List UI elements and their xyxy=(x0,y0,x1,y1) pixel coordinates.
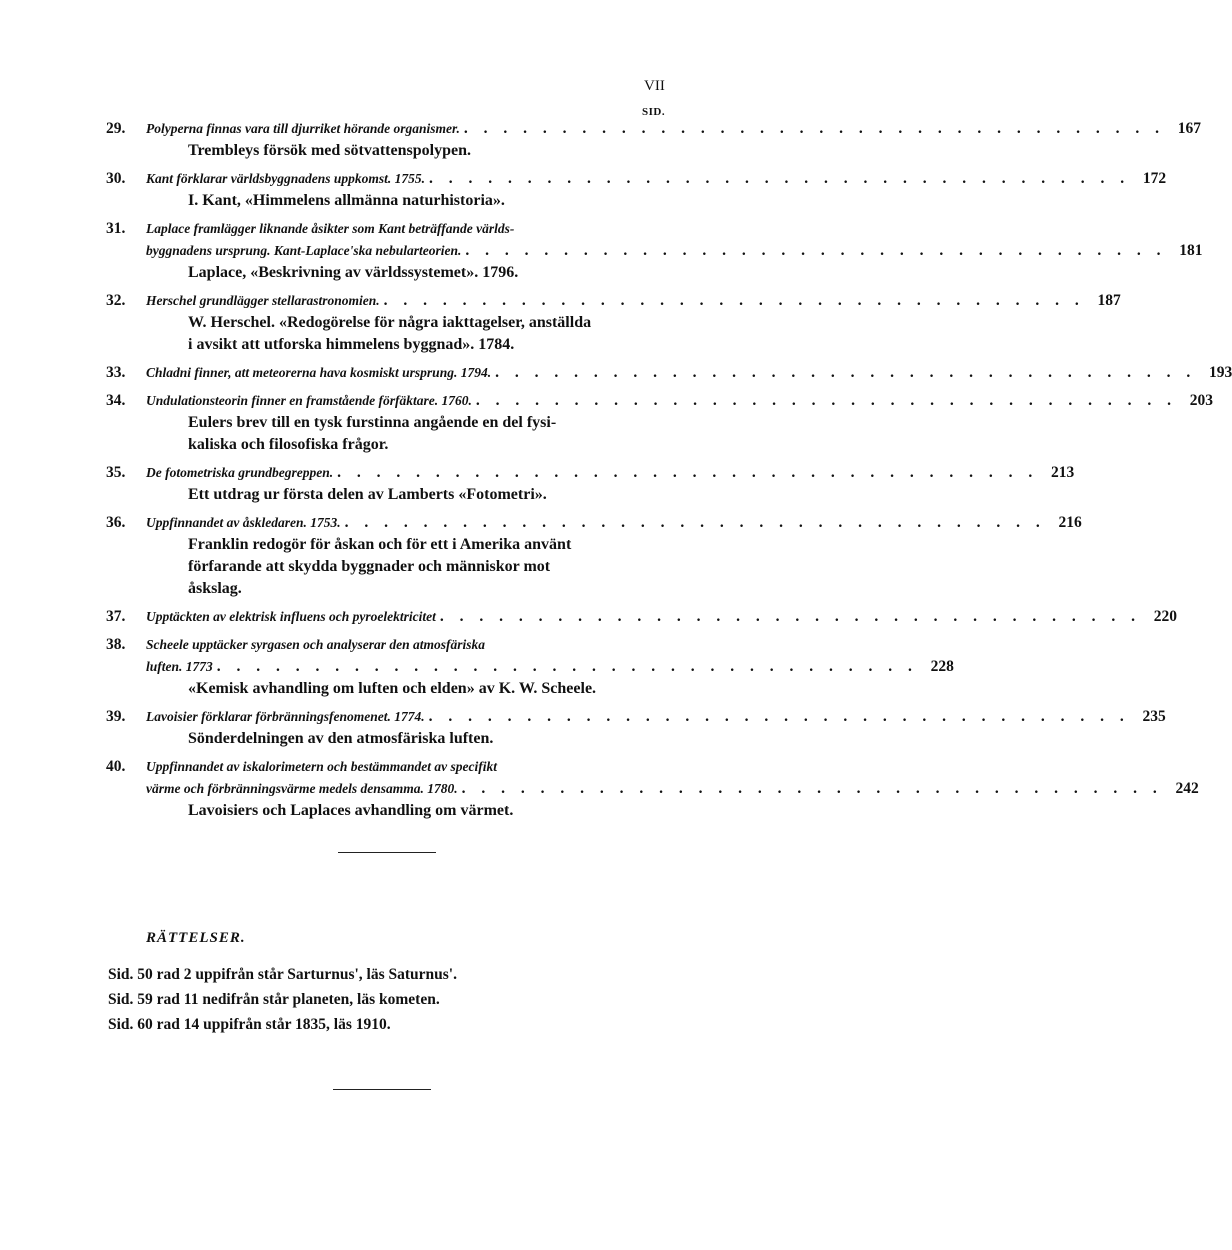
dot-leader: . . . . . . . . . . . . . . . . . . . . . . . . . . . . . . . . . . . . xyxy=(216,658,918,675)
toc-entry-number: 33. xyxy=(106,364,126,381)
dot-leader: . . . . . . . . . . . . . . . . . . . . . . . . . . . . . . . . . . . . xyxy=(429,170,1131,187)
dot-leader: . . . . . . . . . . . . . . . . . . . . . . . . . . . . . . . . . . . . xyxy=(461,780,1163,797)
toc-entry-description xyxy=(188,312,618,356)
toc-page-number: 203 xyxy=(1189,392,1214,409)
toc-page-number: 242 xyxy=(1175,780,1199,797)
table-of-contents xyxy=(106,118,1232,828)
toc-entry-description xyxy=(188,262,668,284)
toc-entry-number: 29. xyxy=(106,120,126,137)
toc-entry-number: 36. xyxy=(106,514,126,531)
toc-entry-number: 32. xyxy=(106,292,126,309)
toc-page-number: 228 xyxy=(930,658,954,675)
toc-title-line xyxy=(106,390,1214,412)
description-line: Trembleys försök med sötvattenspolypen. xyxy=(188,142,471,159)
toc-entry-title: Herschel grundlägger stellarastronomien. xyxy=(146,293,380,308)
toc-entry-title: Polyperna finnas vara till djurriket hörande organismer. xyxy=(146,121,460,136)
dot-leader: . . . . . . . . . . . . . . . . . . . . . . . . . . . . . . . . . . . . xyxy=(428,708,1130,725)
dot-leader: . . . . . . . . . . . . . . . . . . . . . . . . . . . . . . . . . . . . xyxy=(344,514,1046,531)
toc-entry-number: 40. xyxy=(106,758,126,775)
toc-entry xyxy=(106,706,1166,750)
dot-leader: . . . . . . . . . . . . . . . . . . . . . . . . . . . . . . . . . . . . xyxy=(463,120,1166,137)
toc-entry-title: Laplace framlägger liknande åsikter som Kant beträffande världs- xyxy=(146,221,515,236)
toc-entry-number: 31. xyxy=(106,220,126,237)
toc-entry xyxy=(106,606,1177,628)
toc-title-line xyxy=(106,362,1232,384)
toc-page-number: 172 xyxy=(1142,170,1167,187)
toc-page-number: 220 xyxy=(1153,608,1177,625)
toc-entry xyxy=(106,512,1082,600)
toc-title-line-wrapped xyxy=(106,756,668,778)
toc-page-number: 167 xyxy=(1177,120,1202,137)
toc-entry xyxy=(106,390,1214,456)
dot-leader: . . . . . . . . . . . . . . . . . . . . . . . . . . . . . . . . . . . . xyxy=(495,364,1197,381)
toc-entry-title: luften. 1773 xyxy=(146,659,213,674)
description-line: Laplace, «Beskrivning av världssystemet». 1796. xyxy=(188,264,519,281)
toc-entry xyxy=(106,362,1232,384)
toc-entry-title: Uppfinnandet av åskledaren. 1753. xyxy=(146,515,341,530)
toc-entry-title: Uppfinnandet av iskalorimetern och bestämmandet av specifikt xyxy=(146,759,497,774)
toc-entry xyxy=(106,462,1075,506)
toc-page-number: 216 xyxy=(1058,514,1082,531)
toc-entry-number: 37. xyxy=(106,608,126,625)
dot-leader: . . . . . . . . . . . . . . . . . . . . . . . . . . . . . . . . . . . . xyxy=(475,392,1178,409)
toc-entry-title: Chladni finner, att meteorerna hava kosmiskt ursprung. 1794. xyxy=(146,365,492,380)
toc-entry xyxy=(106,634,954,700)
toc-page-number: 235 xyxy=(1142,708,1166,725)
description-line: Franklin redogör för åskan och för ett i Amerika använt xyxy=(188,536,572,553)
toc-title-line xyxy=(106,706,1166,728)
end-divider xyxy=(333,1089,431,1090)
toc-title-line xyxy=(106,462,1075,484)
errata-line: Sid. 59 rad 11 nedifrån står planeten, läs kometen. xyxy=(108,991,440,1008)
toc-entry-description xyxy=(188,728,668,750)
description-line: «Kemisk avhandling om luften och elden» av K. W. Scheele. xyxy=(188,680,597,697)
toc-entry-number: 34. xyxy=(106,392,126,409)
description-line: Sönderdelningen av den atmosfäriska luften. xyxy=(188,730,494,747)
toc-entry-title: Kant förklarar världsbyggnadens uppkomst. 1755. xyxy=(146,171,426,186)
toc-title-line xyxy=(106,240,1203,262)
toc-entry-title: Lavoisier förklarar förbränningsfenomenet. 1774. xyxy=(146,709,425,724)
toc-title-line xyxy=(106,512,1082,534)
description-line: åskslag. xyxy=(188,580,242,597)
toc-entry xyxy=(106,290,1121,356)
toc-entry-description xyxy=(188,484,668,506)
toc-entry-number: 30. xyxy=(106,170,126,187)
toc-title-line xyxy=(106,168,1167,190)
description-line: i avsikt att utforska himmelens byggnad». 1784. xyxy=(188,336,515,353)
errata-line: Sid. 50 rad 2 uppifrån står Sarturnus', läs Saturnus'. xyxy=(108,966,457,983)
description-line: förfarande att skydda byggnader och människor mot xyxy=(188,558,551,575)
toc-title-line xyxy=(106,290,1121,312)
description-line: kaliska och filosofiska frågor. xyxy=(188,436,389,453)
toc-entry-title: De fotometriska grundbegreppen. xyxy=(146,465,334,480)
description-line: W. Herschel. «Redogörelse för några iakttagelser, anställda xyxy=(188,314,592,331)
toc-entry-title: Undulationsteorin finner en framstående förfäktare. 1760. xyxy=(146,393,472,408)
toc-entry-title: Upptäckten av elektrisk influens och pyroelektricitet xyxy=(146,609,436,624)
dot-leader: . . . . . . . . . . . . . . . . . . . . . . . . . . . . . . . . . . . . xyxy=(439,608,1141,625)
section-divider xyxy=(338,852,436,853)
toc-entry xyxy=(106,756,1199,822)
page-number-roman: VII xyxy=(644,78,665,94)
toc-entry-title: Scheele upptäcker syrgasen och analyserar den atmosfäriska xyxy=(146,637,485,652)
toc-entry xyxy=(106,218,1203,284)
dot-leader: . . . . . . . . . . . . . . . . . . . . . . . . . . . . . . . . . . . . xyxy=(465,242,1167,259)
toc-entry-title: byggnadens ursprung. Kant-Laplace'ska nebularteorien. xyxy=(146,243,462,258)
toc-page-number: 193 xyxy=(1208,364,1232,381)
toc-title-line-wrapped xyxy=(106,634,668,656)
toc-page-number: 213 xyxy=(1051,464,1075,481)
errata-line: Sid. 60 rad 14 uppifrån står 1835, läs 1910. xyxy=(108,1016,391,1033)
toc-title-line xyxy=(106,118,1202,140)
toc-title-line-wrapped xyxy=(106,218,668,240)
errata-heading: RÄTTELSER. xyxy=(146,930,246,946)
toc-title-line xyxy=(106,606,1177,628)
toc-page-number: 187 xyxy=(1097,292,1121,309)
toc-entry-description xyxy=(188,140,668,162)
toc-entry-number: 39. xyxy=(106,708,126,725)
errata-list xyxy=(108,962,457,1037)
toc-title-line xyxy=(106,656,954,678)
toc-entry-number: 35. xyxy=(106,464,126,481)
description-line: Lavoisiers och Laplaces avhandling om värmet. xyxy=(188,802,514,819)
page-column-label: SID. xyxy=(642,106,666,118)
toc-title-line xyxy=(106,778,1199,800)
toc-entry-description xyxy=(188,412,618,456)
description-line: Eulers brev till en tysk furstinna angående en del fysi- xyxy=(188,414,557,431)
toc-entry xyxy=(106,168,1167,212)
toc-page-number: 181 xyxy=(1179,242,1203,259)
toc-entry-number: 38. xyxy=(106,636,126,653)
dot-leader: . . . . . . . . . . . . . . . . . . . . . . . . . . . . . . . . . . . . xyxy=(337,464,1039,481)
toc-entry-title: värme och förbränningsvärme medels densamma. 1780. xyxy=(146,781,458,796)
toc-entry-description xyxy=(188,678,668,700)
toc-entry-description xyxy=(188,190,668,212)
toc-entry-description xyxy=(188,800,668,822)
description-line: Ett utdrag ur första delen av Lamberts «Fotometri». xyxy=(188,486,547,503)
dot-leader: . . . . . . . . . . . . . . . . . . . . . . . . . . . . . . . . . . . . xyxy=(383,292,1085,309)
toc-entry xyxy=(106,118,1202,162)
description-line: I. Kant, «Himmelens allmänna naturhistoria». xyxy=(188,192,505,209)
toc-entry-description xyxy=(188,534,618,600)
